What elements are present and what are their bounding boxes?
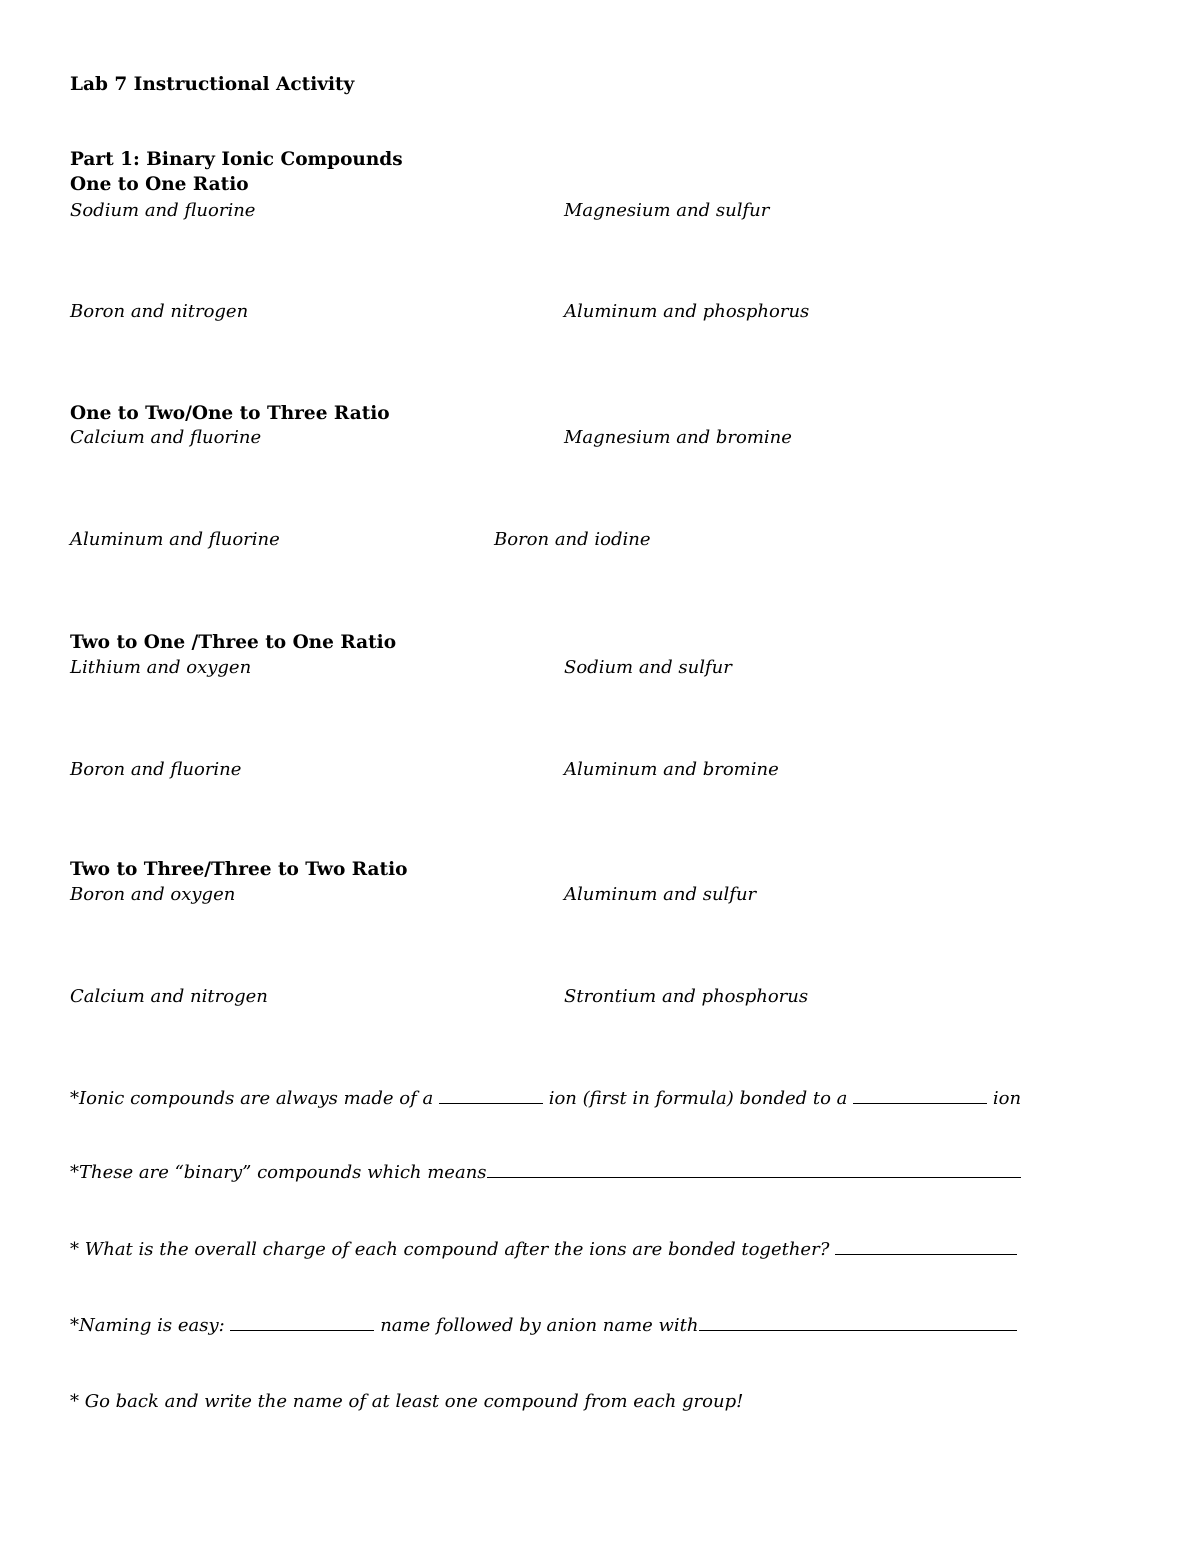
item-aluminum-sulfur: Aluminum and sulfur (564, 884, 757, 905)
answer-blank-charge[interactable] (835, 1240, 1017, 1255)
answer-blank-binary[interactable] (487, 1163, 1021, 1178)
item-boron-nitrogen: Boron and nitrogen (70, 301, 249, 322)
item-lithium-oxygen: Lithium and oxygen (70, 657, 252, 678)
item-magnesium-bromine: Magnesium and bromine (564, 427, 792, 448)
answer-blank-cation[interactable] (439, 1089, 543, 1104)
answer-blank-anion[interactable] (853, 1089, 987, 1104)
answer-blank-anion-suffix[interactable] (699, 1316, 1017, 1331)
answer-blank-cation-name[interactable] (230, 1316, 374, 1331)
item-aluminum-bromine: Aluminum and bromine (564, 759, 779, 780)
question-text: ion (first in formula) bonded to a (548, 1088, 848, 1109)
section-heading-one-to-one: One to One Ratio (70, 174, 249, 195)
item-sodium-sulfur: Sodium and sulfur (564, 657, 732, 678)
item-sodium-fluorine: Sodium and fluorine (70, 200, 256, 221)
question-naming (70, 1315, 1017, 1337)
item-boron-fluorine: Boron and fluorine (70, 759, 242, 780)
item-calcium-fluorine: Calcium and fluorine (70, 427, 262, 448)
question-text: ion (992, 1088, 1022, 1109)
part1-heading: Part 1: Binary Ionic Compounds (70, 149, 403, 170)
document-title: Lab 7 Instructional Activity (70, 74, 355, 95)
item-aluminum-phosphorus: Aluminum and phosphorus (564, 301, 810, 322)
item-boron-iodine: Boron and iodine (494, 529, 651, 550)
item-strontium-phosphorus: Strontium and phosphorus (564, 986, 809, 1007)
item-calcium-nitrogen: Calcium and nitrogen (70, 986, 268, 1007)
question-overall-charge (70, 1239, 1017, 1261)
question-text: name followed by anion name with (380, 1315, 699, 1336)
question-binary-meaning (70, 1162, 1021, 1184)
question-text: *Ionic compounds are always made of a (70, 1088, 434, 1109)
instruction-go-back: * Go back and write the name of at least one compound from each group! (70, 1391, 744, 1412)
question-ionic-composition (70, 1088, 1021, 1110)
item-boron-oxygen: Boron and oxygen (70, 884, 236, 905)
section-heading-two-to-three: Two to Three/Three to Two Ratio (70, 859, 408, 880)
item-magnesium-sulfur: Magnesium and sulfur (564, 200, 770, 221)
question-text: * What is the overall charge of each compound after the ions are bonded together? (70, 1239, 830, 1260)
section-heading-one-to-two: One to Two/One to Three Ratio (70, 403, 390, 424)
question-text: *Naming is easy: (70, 1315, 225, 1336)
item-aluminum-fluorine: Aluminum and fluorine (70, 529, 280, 550)
section-heading-two-to-one: Two to One /Three to One Ratio (70, 632, 397, 653)
question-text: *These are “binary” compounds which means (70, 1162, 487, 1183)
